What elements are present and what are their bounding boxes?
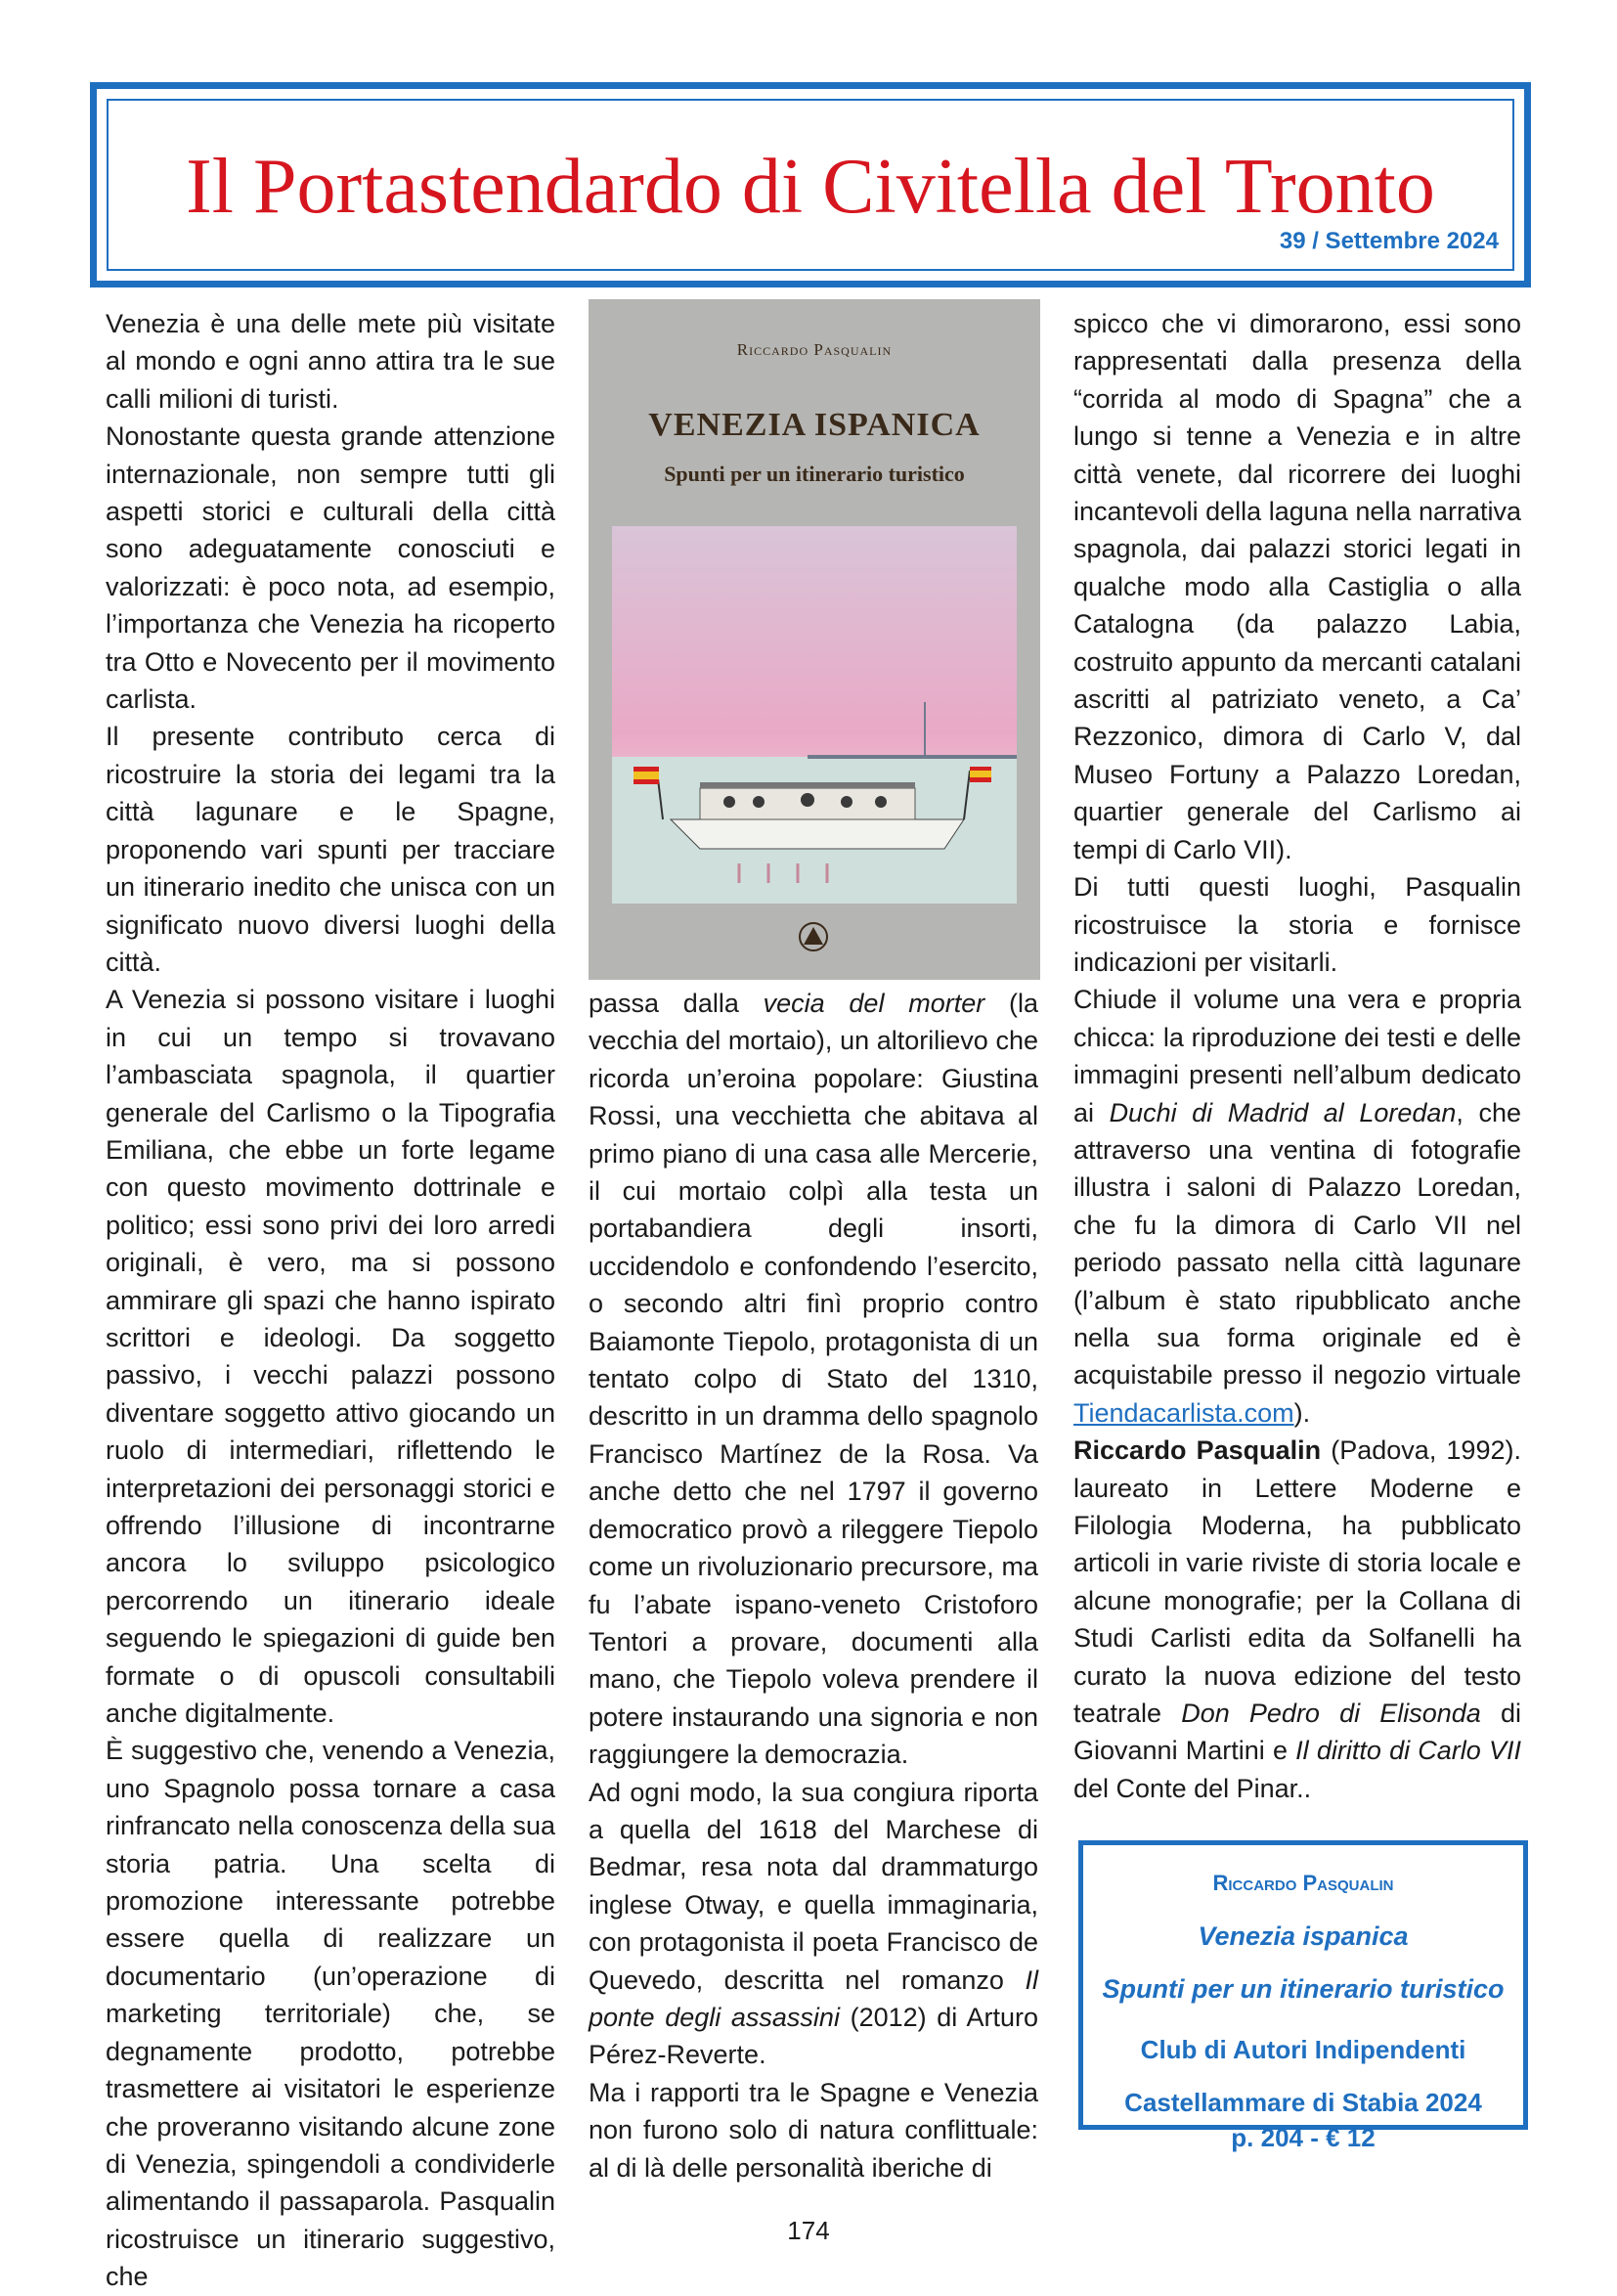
paragraph: Nonostante questa grande attenzione internazionale, non sempre tutti gli aspetti storici e culturali della città sono adeguatamente conosciuti e valorizzati: è poco nota, ad esempio, l’importanza che Venezia ha ricoperto tra Otto e Novecento per il movimento carlista.	[106, 421, 555, 715]
book-info-box	[1078, 1840, 1528, 2152]
boat-roof	[700, 782, 915, 788]
paragraph: passa dalla vecia del morter (la vecchia del mortaio), un altorilievo che ricorda un’eroina popolare: Giustina Rossi, una vecchietta che abitava al primo piano di una casa alle Mercerie, il cui mortaio colpì alla testa un portabandiera degli insorti, uccidendolo e confondendo l’esercito, o secondo altri finì proprio contro Baiamonte Tiepolo, protagonista di un tentato colpo di Stato del 1310, descritto in un dramma dello spagnolo Francisco Martínez de la Rosa. Va anche detto che nel 1797 il governo democratico provò a rileggere Tiepolo come un rivoluzionario precursore, ma fu l’abate ispano-veneto Cristoforo Tentori a provare, documenti alla mano, che Tiepolo voleva prendere il potere instaurando una signoria e non raggiungere la democrazia.	[589, 989, 1038, 1770]
info-author: Riccardo Pasqualin	[1212, 1871, 1394, 1895]
header-inner-frame	[107, 99, 1514, 271]
info-place-year: Castellammare di Stabia 2024	[1124, 2088, 1482, 2117]
header-frame	[90, 82, 1531, 287]
paragraph: Ad ogni modo, la sua congiura riporta a quella del 1618 del Marchese di Bedmar, resa nota dal drammaturgo inglese Otway, e quella immaginaria, con protagonista il poeta Francisco de Quevedo, descritta nel romanzo Il ponte degli assassini (2012) di Arturo Pérez-Reverte.	[589, 1777, 1038, 2070]
info-price: p. 204 - € 12	[1231, 2123, 1376, 2152]
info-subtitle: Spunti per un itinerario turistico	[1102, 1974, 1505, 2004]
tiendacarlista-link[interactable]: Tiendacarlista.com	[1073, 1397, 1294, 1428]
column-1	[106, 305, 555, 2296]
info-title: Venezia ispanica	[1198, 1921, 1409, 1951]
column-2	[589, 985, 1038, 2186]
paragraph: A Venezia si possono visitare i luoghi in cui un tempo si trovavano l’ambasciata spagnola, il quartier generale del Carlismo o la Tipografia Emiliana, che ebbe un forte legame con questo movimento dottrinale e politico; essi sono privi dei loro arredi originali, è vero, ma si possono ammirare gli spazi che hanno ispirato scrittori e ideologi. Da soggetto passivo, i vecchi palazzi possono diventare soggetto attivo giocando un ruolo di intermediari, riflettendo le interpretazioni dei personaggi storici e offrendo l’illusione di incontrarne ancora lo sviluppo psicologico percorrendo un itinerario ideale seguendo le spiegazioni di guide ben formate o di opuscoli consultabili anche digitalmente.	[106, 985, 555, 1729]
paragraph: Il presente contributo cerca di ricostruire la storia dei legami tra la città lagunare e le Spagne, proponendo vari spunti per tracciare un itinerario inedito che unisca con un significato nuovo diversi luoghi della città.	[106, 722, 555, 977]
author-name: Riccardo Pasqualin	[1073, 1435, 1322, 1466]
paragraph: Di tutti questi luoghi, Pasqualin ricostruisce la storia e fornisce indicazioni per visitarli.	[1073, 872, 1521, 977]
cover-title: VENEZIA ISPANICA	[648, 407, 981, 443]
paragraph: Chiude il volume una vera e propria chicca: la riproduzione dei testi e delle immagini presenti nell’album dedicato ai Duchi di Madrid al Loredan, che attraverso una ventina di fotografie illustra i saloni di Palazzo Loredan, che fu la dimora di Carlo VII nel periodo passato nella città lagunare (l’album è stato ripubblicato anche nella sua forma originale ed è acquistabile presso il negozio virtuale Tiendacarlista.com).	[1073, 985, 1521, 1428]
boat-painting	[612, 526, 1017, 904]
publisher-logo-icon	[792, 915, 835, 958]
issue-label: 39 / Settembre 2024	[1279, 228, 1499, 254]
cover-subtitle: Spunti per un itinerario turistico	[664, 462, 965, 486]
info-publisher: Club di Autori Indipendenti	[1140, 2035, 1466, 2064]
cover-author: Riccardo Pasqualin	[736, 340, 893, 359]
book-cover-image	[589, 299, 1040, 980]
page-title: Il Portastendardo di Civitella del Tronto	[186, 144, 1435, 230]
boat-hull	[671, 819, 964, 849]
paragraph: Ma i rapporti tra le Spagne e Venezia non furono solo di natura conflittuale: al di là delle personalità iberiche di	[589, 2077, 1038, 2183]
author-bio: Riccardo Pasqualin (Padova, 1992). laureato in Lettere Moderne e Filologia Moderna, ha pubblicato articoli in varie riviste di storia locale e alcune monografie; per la Collana di Studi Carlisti edita da Solfanelli ha curato la nuova edizione del testo teatrale Don Pedro di Elisonda di Giovanni Martini e Il diritto di Carlo VII del Conte del Pinar..	[1073, 1435, 1521, 1803]
paragraph: Venezia è una delle mete più visitate al mondo e ogni anno attira tra le sue calli milioni di turisti.	[106, 309, 555, 414]
column-3	[1073, 305, 1521, 1807]
paragraph: È suggestivo che, venendo a Venezia, uno Spagnolo possa tornare a casa rinfrancato nella conoscenza della sua storia patria. Una scelta di promozione interessante potrebbe essere quella di realizzare un documentario (un’operazione di marketing territoriale) che, se degnamente prodotto, potrebbe trasmettere ai visitatori le esperienze che proveranno visitando alcune zone di Venezia, spingendoli a condividerle alimentando il passaparola. Pasqualin ricostruisce un itinerario suggestivo, che	[106, 1736, 555, 2292]
page-number: 174	[787, 2216, 830, 2245]
paragraph: spicco che vi dimorarono, essi sono rappresentati dalla presenza della “corrida al modo di Spagna” che a lungo si tenne a Venezia e in altre città venete, dal ricorrere dei luoghi incantevoli della laguna nella narrativa spagnola, dai palazzi storici legati in qualche modo alla Castiglia o alla Catalogna (da palazzo Labia, costruito appunto da mercanti catalani ascritti al patriziato veneto, a Ca’ Rezzonico, dimora di Carlo V, dal Museo Fortuny a Palazzo Loredan, quartier generale del Carlismo ai tempi di Carlo VII).	[1073, 309, 1521, 864]
